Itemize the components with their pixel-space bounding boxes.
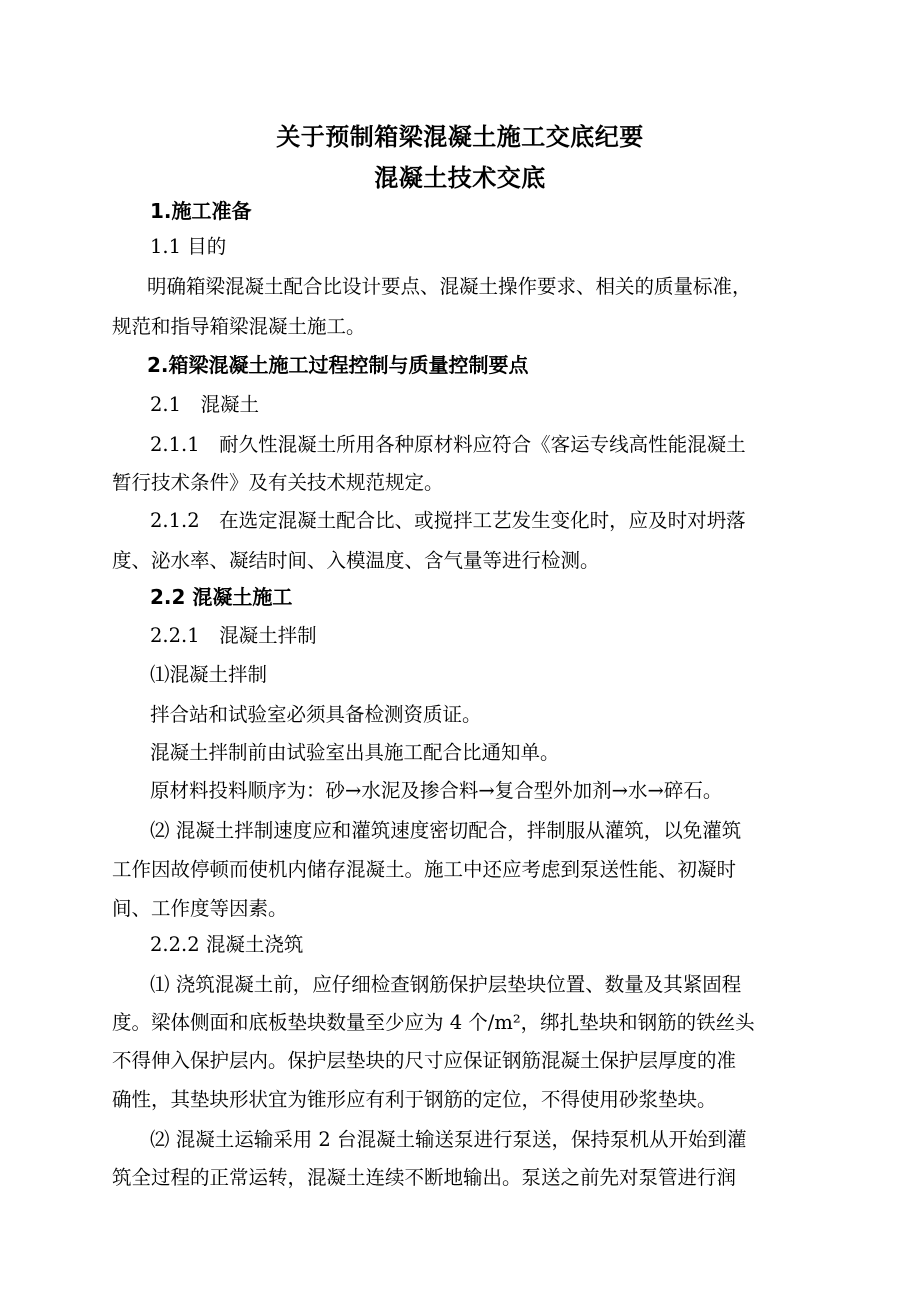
document-title: 关于预制箱梁混凝土施工交底纪要 xyxy=(276,123,644,151)
heading-2-2: 2.2 混凝土施工 xyxy=(150,585,293,609)
document-subtitle: 混凝土技术交底 xyxy=(374,164,546,192)
paragraph-line: 规范和指导箱梁混凝土施工。 xyxy=(112,315,366,338)
paragraph-line: 混凝土拌制前由试验室出具施工配合比通知单。 xyxy=(150,741,560,764)
heading-1: 1.施工准备 xyxy=(150,199,252,223)
heading-2-2-2: 2.2.2 混凝土浇筑 xyxy=(150,933,304,956)
paragraph-line: 间、工作度等因素。 xyxy=(112,897,288,920)
paragraph-line: 度、泌水率、凝结时间、入模温度、含气量等进行检测。 xyxy=(112,549,600,572)
paragraph-line: 原材料投料顺序为：砂→水泥及掺合料→复合型外加剂→水→碎石。 xyxy=(150,779,723,802)
paragraph-line: 2.1.2 在选定混凝土配合比、或搅拌工艺发生变化时，应及时对坍落 xyxy=(150,509,746,532)
heading-2-1: 2.1 混凝土 xyxy=(150,393,260,416)
paragraph-line: ⑴ 浇筑混凝土前，应仔细检查钢筋保护层垫块位置、数量及其紧固程 xyxy=(150,973,742,996)
heading-2-2-1: 2.2.1 混凝土拌制 xyxy=(150,624,317,647)
paragraph-line: 暂行技术条件》及有关技术规范规定。 xyxy=(112,471,444,494)
list-item-label: ⑴混凝土拌制 xyxy=(150,663,268,686)
paragraph-line: 度。梁体侧面和底板垫块数量至少应为 4 个/m²，绑扎垫块和钢筋的铁丝头 xyxy=(112,1011,755,1034)
paragraph-line: ⑵ 混凝土运输采用 2 台混凝土输送泵进行泵送，保持泵机从开始到灌 xyxy=(150,1128,747,1151)
paragraph-line: 拌合站和试验室必须具备检测资质证。 xyxy=(150,703,482,726)
paragraph-line: ⑵ 混凝土拌制速度应和灌筑速度密切配合，拌制服从灌筑，以免灌筑 xyxy=(150,819,742,842)
paragraph-line: 不得伸入保护层内。保护层垫块的尺寸应保证钢筋混凝土保护层厚度的准 xyxy=(112,1049,737,1072)
paragraph-line: 筑全过程的正常运转，混凝土连续不断地输出。泵送之前先对泵管进行润 xyxy=(112,1166,737,1189)
paragraph-line: 工作因故停顿而使机内储存混凝土。施工中还应考虑到泵送性能、初凝时 xyxy=(112,858,737,881)
paragraph-line: 明确箱梁混凝土配合比设计要点、混凝土操作要求、相关的质量标准， xyxy=(147,275,752,298)
heading-2: 2.箱梁混凝土施工过程控制与质量控制要点 xyxy=(147,353,529,377)
paragraph-line: 2.1.1 耐久性混凝土所用各种原材料应符合《客运专线高性能混凝土 xyxy=(150,433,746,456)
heading-1-1: 1.1 目的 xyxy=(150,235,227,258)
paragraph-line: 确性，其垫块形状宜为锥形应有利于钢筋的定位，不得使用砂浆垫块。 xyxy=(112,1088,717,1111)
